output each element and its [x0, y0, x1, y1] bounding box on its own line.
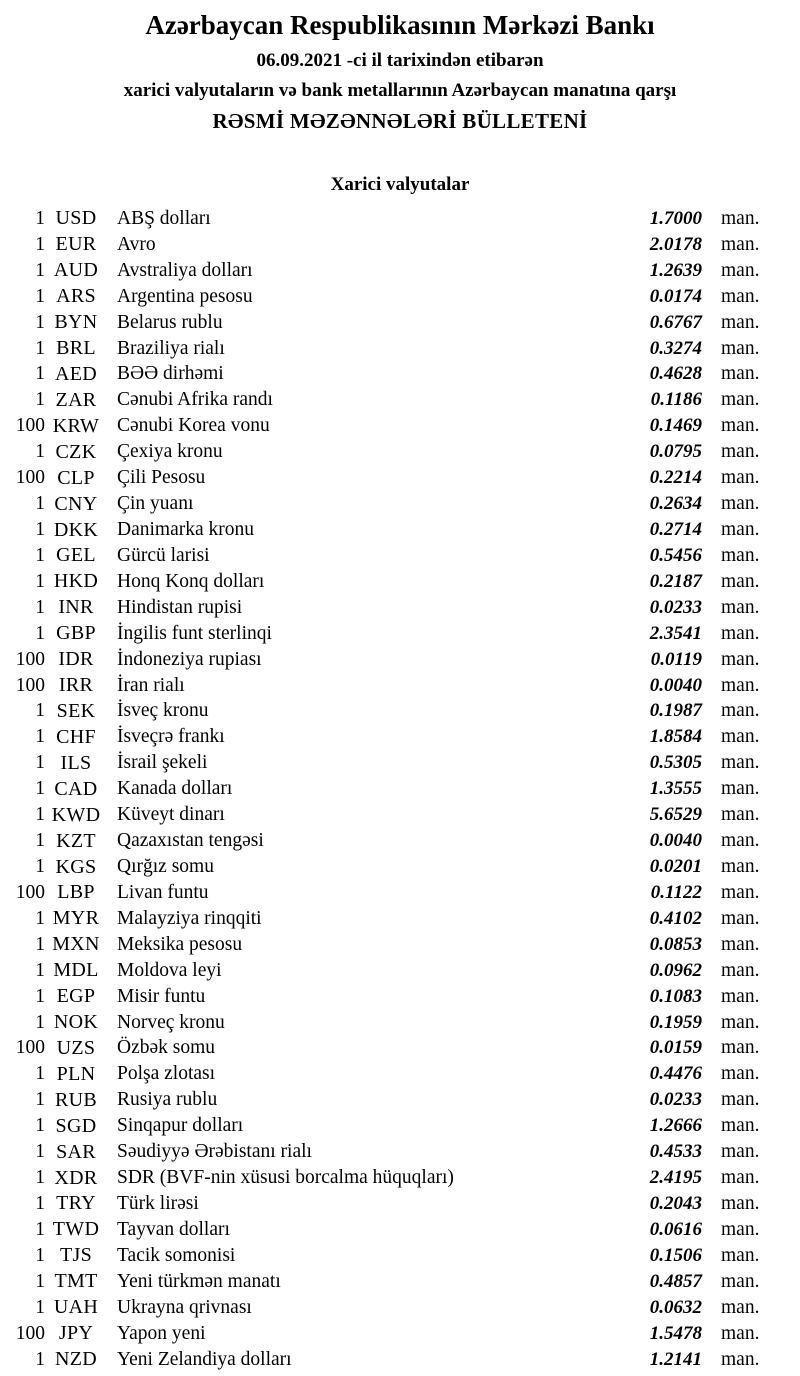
currency-name-cell: İsrail şekeli [117, 752, 208, 774]
table-row [0, 699, 800, 725]
currency-name-cell: SDR (BVF-nin xüsusi borcalma hüquqları) [117, 1167, 454, 1189]
quantity-cell: 1 [35, 493, 45, 515]
unit-label-cell: man. [721, 985, 760, 1007]
currency-name-cell: Türk lirəsi [117, 1192, 199, 1214]
currency-name-cell: ABŞ dolları [117, 207, 211, 229]
unit-label-cell: man. [721, 1141, 760, 1163]
unit-label-cell: man. [721, 622, 760, 644]
table-row [0, 1295, 800, 1321]
quantity-cell: 1 [35, 907, 45, 929]
table-row [0, 621, 800, 647]
table-row [0, 906, 800, 932]
table-row [0, 284, 800, 310]
rate-value-cell: 1.5478 [649, 1322, 702, 1344]
quantity-cell: 1 [35, 441, 45, 463]
quantity-cell: 1 [35, 933, 45, 955]
currency-code-cell: KRW [52, 414, 100, 437]
unit-label-cell: man. [721, 1322, 760, 1344]
currency-name-cell: Meksika pesosu [117, 933, 243, 955]
currency-name-cell: Ukrayna qrivnası [117, 1296, 252, 1318]
quantity-cell: 1 [35, 570, 45, 592]
rate-value-cell: 0.2714 [649, 519, 702, 541]
page-title: Azərbaycan Respublikasının Mərkəzi Bankı [145, 10, 655, 40]
quantity-cell: 1 [35, 544, 45, 566]
currency-code-cell: XDR [54, 1166, 98, 1189]
unit-label-cell: man. [721, 544, 760, 566]
rate-value-cell: 0.5456 [649, 544, 702, 566]
unit-label-cell: man. [721, 752, 760, 774]
currency-code-cell: MYR [52, 907, 100, 930]
unit-label-cell: man. [721, 856, 760, 877]
currency-name-cell: Avstraliya dolları [117, 259, 253, 281]
currency-name-cell: Moldova leyi [117, 959, 222, 981]
rate-value-cell: 0.4476 [649, 1063, 702, 1085]
table-row [0, 1165, 800, 1191]
unit-label-cell: man. [721, 311, 760, 333]
quantity-cell: 1 [35, 1296, 45, 1318]
table-row [0, 569, 800, 595]
table-row [0, 932, 800, 958]
unit-label-cell: man. [721, 285, 760, 307]
currency-name-cell: İran rialı [117, 674, 185, 696]
currency-code-cell: BRL [56, 337, 96, 360]
rate-value-cell: 2.3541 [649, 622, 702, 644]
table-row [0, 1113, 800, 1139]
table-row [0, 439, 800, 465]
quantity-cell: 100 [15, 415, 45, 437]
rate-value-cell: 0.0632 [649, 1296, 702, 1318]
table-row [0, 336, 800, 362]
table-row [0, 362, 800, 388]
table-row [0, 387, 800, 413]
rate-value-cell: 0.0233 [649, 596, 702, 618]
rate-value-cell: 0.2187 [649, 570, 702, 592]
table-row [0, 1321, 800, 1347]
quantity-cell: 1 [35, 1192, 45, 1214]
quantity-cell: 1 [35, 389, 45, 411]
rate-value-cell: 0.1959 [649, 1011, 702, 1033]
unit-label-cell: man. [721, 389, 760, 411]
currency-code-cell: INR [58, 596, 94, 619]
rate-value-cell: 0.0233 [649, 1089, 702, 1111]
table-row [0, 1217, 800, 1243]
quantity-cell: 1 [35, 830, 45, 852]
rate-value-cell: 0.0040 [649, 674, 702, 696]
rate-value-cell: 1.2639 [649, 259, 702, 281]
quantity-cell: 100 [15, 1322, 45, 1344]
rate-value-cell: 0.2043 [649, 1192, 702, 1214]
currency-name-cell: Livan funtu [117, 881, 209, 903]
table-row [0, 1010, 800, 1036]
quantity-cell: 1 [35, 1270, 45, 1292]
currency-name-cell: Polşa zlotası [117, 1063, 216, 1085]
currency-code-cell: KZT [56, 829, 96, 852]
quantity-cell: 100 [15, 881, 45, 903]
currency-code-cell: LBP [57, 881, 95, 904]
currency-name-cell: Cənubi Korea vonu [117, 415, 270, 437]
rate-value-cell: 0.0853 [649, 933, 702, 955]
quantity-cell: 1 [35, 363, 45, 385]
currency-code-cell: HKD [53, 570, 99, 593]
rate-value-cell: 2.0178 [649, 233, 702, 255]
unit-label-cell: man. [721, 1115, 760, 1137]
currency-name-cell: Tacik somonisi [117, 1244, 236, 1266]
currency-name-cell: İsveç kronu [117, 700, 209, 722]
rate-value-cell: 2.4195 [649, 1167, 702, 1189]
table-row [0, 724, 800, 750]
table-row [0, 1139, 800, 1165]
section-title-foreign-currencies: Xarici valyutalar [330, 174, 470, 195]
table-row [0, 543, 800, 569]
currency-code-cell: MDL [53, 959, 99, 982]
currency-code-cell: IDR [58, 648, 94, 671]
unit-label-cell: man. [721, 570, 760, 592]
rate-value-cell: 1.2666 [649, 1115, 702, 1137]
unit-label-cell: man. [721, 493, 760, 515]
currency-name-cell: Gürcü larisi [117, 544, 210, 566]
unit-label-cell: man. [721, 441, 760, 463]
currency-code-cell: PLN [56, 1062, 96, 1085]
currency-code-cell: KGS [55, 855, 97, 878]
currency-name-cell: Özbək somu [117, 1037, 216, 1059]
unit-label-cell: man. [721, 700, 760, 722]
exchange-rates-table [0, 206, 800, 1372]
table-row [0, 1347, 800, 1373]
table-row [0, 413, 800, 439]
currency-name-cell: Çili Pesosu [117, 467, 206, 489]
quantity-cell: 1 [35, 519, 45, 541]
quantity-cell: 1 [35, 285, 45, 307]
unit-label-cell: man. [721, 933, 760, 955]
currency-code-cell: BYN [54, 311, 98, 334]
table-row [0, 310, 800, 336]
currency-code-cell: CZK [55, 440, 97, 463]
currency-code-cell: ARS [56, 285, 96, 308]
currency-name-cell: Hindistan rupisi [117, 596, 243, 618]
quantity-cell: 1 [35, 1218, 45, 1240]
rate-value-cell: 0.3274 [649, 337, 702, 359]
table-row [0, 206, 800, 232]
unit-label-cell: man. [721, 415, 760, 437]
rate-value-cell: 0.0795 [649, 441, 702, 463]
currency-code-cell: CHF [56, 725, 96, 748]
table-row [0, 673, 800, 699]
quantity-cell: 1 [35, 1348, 45, 1370]
unit-label-cell: man. [721, 519, 760, 541]
currency-name-cell: Braziliya rialı [117, 337, 225, 359]
quantity-cell: 1 [35, 207, 45, 229]
rate-value-cell: 1.7000 [649, 207, 702, 229]
unit-label-cell: man. [721, 467, 760, 489]
currency-name-cell: Danimarka kronu [117, 519, 254, 541]
currency-code-cell: IRR [58, 674, 94, 697]
unit-label-cell: man. [721, 1192, 760, 1214]
unit-label-cell: man. [721, 830, 760, 852]
currency-name-cell: İsveçrə frankı [117, 726, 225, 748]
currency-code-cell: UAH [53, 1296, 99, 1319]
currency-name-cell: Yapon yeni [117, 1322, 206, 1344]
table-row [0, 465, 800, 491]
table-row [0, 958, 800, 984]
rate-value-cell: 1.2141 [649, 1348, 702, 1370]
currency-name-cell: Qırğız somu [117, 856, 214, 877]
unit-label-cell: man. [721, 1270, 760, 1292]
currency-name-cell: Çin yuanı [117, 493, 194, 515]
effective-date-line: 06.09.2021 -ci il tarixindən etibarən [256, 50, 544, 71]
unit-label-cell: man. [721, 1089, 760, 1111]
rate-value-cell: 5.6529 [649, 804, 702, 826]
currency-name-cell: Avro [117, 233, 156, 255]
quantity-cell: 1 [35, 1089, 45, 1111]
rate-value-cell: 1.8584 [649, 726, 702, 748]
table-row [0, 828, 800, 854]
currency-name-cell: Argentina pesosu [117, 285, 253, 307]
rate-value-cell: 0.1506 [649, 1244, 702, 1266]
currency-code-cell: GBP [56, 622, 96, 645]
currency-name-cell: Honq Konq dolları [117, 570, 265, 592]
quantity-cell: 100 [15, 648, 45, 670]
table-row [0, 258, 800, 284]
currency-code-cell: EGP [56, 985, 96, 1008]
currency-code-cell: USD [55, 207, 97, 230]
currency-name-cell: Sinqapur dolları [117, 1115, 244, 1137]
rate-value-cell: 0.4533 [649, 1141, 702, 1163]
table-row [0, 776, 800, 802]
currency-code-cell: SAR [56, 1140, 96, 1163]
table-row [0, 880, 800, 906]
quantity-cell: 1 [35, 233, 45, 255]
quantity-cell: 1 [35, 778, 45, 800]
rate-value-cell: 0.0174 [649, 285, 702, 307]
quantity-cell: 1 [35, 259, 45, 281]
rate-value-cell: 0.6767 [649, 311, 702, 333]
quantity-cell: 1 [35, 337, 45, 359]
quantity-cell: 1 [35, 1167, 45, 1189]
table-row [0, 1061, 800, 1087]
rate-value-cell: 0.1469 [649, 415, 702, 437]
quantity-cell: 1 [35, 1063, 45, 1085]
quantity-cell: 1 [35, 959, 45, 981]
table-row [0, 750, 800, 776]
currency-code-cell: TMT [54, 1270, 98, 1293]
table-row [0, 647, 800, 673]
unit-label-cell: man. [721, 1167, 760, 1189]
table-row [0, 1269, 800, 1295]
currency-name-cell: Qazaxıstan tengəsi [117, 830, 264, 852]
rate-value-cell: 0.0201 [649, 856, 702, 877]
currency-code-cell: TWD [52, 1218, 100, 1241]
quantity-cell: 1 [35, 311, 45, 333]
currency-code-cell: TJS [59, 1244, 93, 1267]
quantity-cell: 1 [35, 1244, 45, 1266]
quantity-cell: 1 [35, 1141, 45, 1163]
unit-label-cell: man. [721, 363, 760, 385]
unit-label-cell: man. [721, 726, 760, 748]
currency-code-cell: RUB [54, 1088, 98, 1111]
unit-label-cell: man. [721, 1296, 760, 1318]
unit-label-cell: man. [721, 1011, 760, 1033]
currency-code-cell: AED [54, 362, 97, 385]
table-row [0, 1243, 800, 1269]
currency-name-cell: Misir funtu [117, 985, 206, 1007]
unit-label-cell: man. [721, 959, 760, 981]
quantity-cell: 1 [35, 752, 45, 774]
rate-value-cell: 0.5305 [649, 752, 702, 774]
rate-value-cell: 0.4102 [649, 907, 702, 929]
rate-value-cell: 1.3555 [649, 778, 702, 800]
bulletin-title: RƏSMİ MƏZƏNNƏLƏRİ BÜLLETENİ [212, 109, 588, 133]
currency-name-cell: Cənubi Afrika randı [117, 389, 273, 411]
currency-name-cell: Çexiya kronu [117, 441, 223, 463]
rate-value-cell: 0.4857 [649, 1270, 702, 1292]
unit-label-cell: man. [721, 596, 760, 618]
quantity-cell: 1 [35, 1115, 45, 1137]
currency-code-cell: ILS [60, 751, 92, 774]
quantity-cell: 1 [35, 856, 45, 877]
currency-name-cell: Yeni Zelandiya dolları [117, 1348, 292, 1370]
unit-label-cell: man. [721, 337, 760, 359]
currency-name-cell: Küveyt dinarı [117, 804, 225, 826]
currency-name-cell: BƏƏ dirhəmi [117, 363, 224, 385]
currency-name-cell: İndoneziya rupiası [117, 648, 262, 670]
currency-name-cell: İngilis funt sterlinqi [117, 622, 272, 644]
currency-name-cell: Səudiyyə Ərəbistanı rialı [117, 1141, 312, 1163]
table-row [0, 1036, 800, 1062]
unit-label-cell: man. [721, 804, 760, 826]
table-row [0, 1191, 800, 1217]
table-row [0, 491, 800, 517]
quantity-cell: 1 [35, 596, 45, 618]
rate-value-cell: 0.2214 [649, 467, 702, 489]
unit-label-cell: man. [721, 1218, 760, 1240]
currency-code-cell: ZAR [55, 388, 97, 411]
quantity-cell: 1 [35, 726, 45, 748]
table-row [0, 232, 800, 258]
currency-code-cell: JPY [58, 1322, 94, 1345]
table-row [0, 517, 800, 543]
rate-value-cell: 0.0159 [649, 1037, 702, 1059]
currency-code-cell: DKK [53, 518, 99, 541]
currency-name-cell: Belarus rublu [117, 311, 223, 333]
rate-value-cell: 0.1987 [649, 700, 702, 722]
unit-label-cell: man. [721, 778, 760, 800]
currency-name-cell: Tayvan dolları [117, 1218, 230, 1240]
currency-code-cell: CNY [54, 492, 98, 515]
unit-label-cell: man. [721, 1244, 760, 1266]
rate-value-cell: 0.2634 [649, 493, 702, 515]
rate-value-cell: 0.0040 [649, 830, 702, 852]
rate-value-cell: 0.0616 [649, 1218, 702, 1240]
currency-code-cell: CLP [57, 466, 95, 489]
currency-code-cell: MXN [52, 933, 100, 956]
currency-code-cell: EUR [55, 233, 97, 256]
currency-name-cell: Norveç kronu [117, 1011, 225, 1033]
currency-code-cell: NOK [53, 1011, 99, 1034]
table-row [0, 802, 800, 828]
rate-value-cell: 0.0962 [649, 959, 702, 981]
quantity-cell: 100 [15, 674, 45, 696]
unit-label-cell: man. [721, 1063, 760, 1085]
quantity-cell: 100 [15, 1037, 45, 1059]
unit-label-cell: man. [721, 1348, 760, 1370]
currency-name-cell: Kanada dolları [117, 778, 233, 800]
currency-code-cell: UZS [56, 1036, 96, 1059]
unit-label-cell: man. [721, 207, 760, 229]
unit-label-cell: man. [721, 648, 760, 670]
table-row [0, 595, 800, 621]
rate-value-cell: 0.0119 [650, 648, 702, 670]
currency-code-cell: TRY [56, 1192, 96, 1215]
rate-value-cell: 0.1186 [650, 389, 702, 411]
currency-name-cell: Malayziya rinqqiti [117, 907, 262, 929]
currency-code-cell: SGD [55, 1114, 97, 1137]
table-row [0, 1087, 800, 1113]
unit-label-cell: man. [721, 1037, 760, 1059]
bulletin-subtitle: xarici valyutaların və bank metallarının Azərbaycan manatına qarşı [123, 80, 677, 101]
quantity-cell: 1 [35, 985, 45, 1007]
quantity-cell: 1 [35, 804, 45, 826]
quantity-cell: 1 [35, 622, 45, 644]
currency-code-cell: SEK [56, 699, 96, 722]
unit-label-cell: man. [721, 674, 760, 696]
unit-label-cell: man. [721, 233, 760, 255]
currency-name-cell: Rusiya rublu [117, 1089, 218, 1111]
quantity-cell: 1 [35, 700, 45, 722]
unit-label-cell: man. [721, 259, 760, 281]
currency-code-cell: NZD [54, 1348, 97, 1371]
unit-label-cell: man. [721, 881, 760, 903]
currency-name-cell: Yeni türkmən manatı [117, 1270, 281, 1292]
currency-code-cell: KWD [51, 803, 101, 826]
rate-value-cell: 0.1083 [649, 985, 702, 1007]
table-row [0, 984, 800, 1010]
rate-value-cell: 0.4628 [649, 363, 702, 385]
rate-value-cell: 0.1122 [650, 881, 702, 903]
quantity-cell: 100 [15, 467, 45, 489]
table-row [0, 854, 800, 880]
currency-code-cell: GEL [56, 544, 96, 567]
currency-code-cell: AUD [53, 259, 99, 282]
unit-label-cell: man. [721, 907, 760, 929]
currency-code-cell: CAD [54, 777, 98, 800]
quantity-cell: 1 [35, 1011, 45, 1033]
